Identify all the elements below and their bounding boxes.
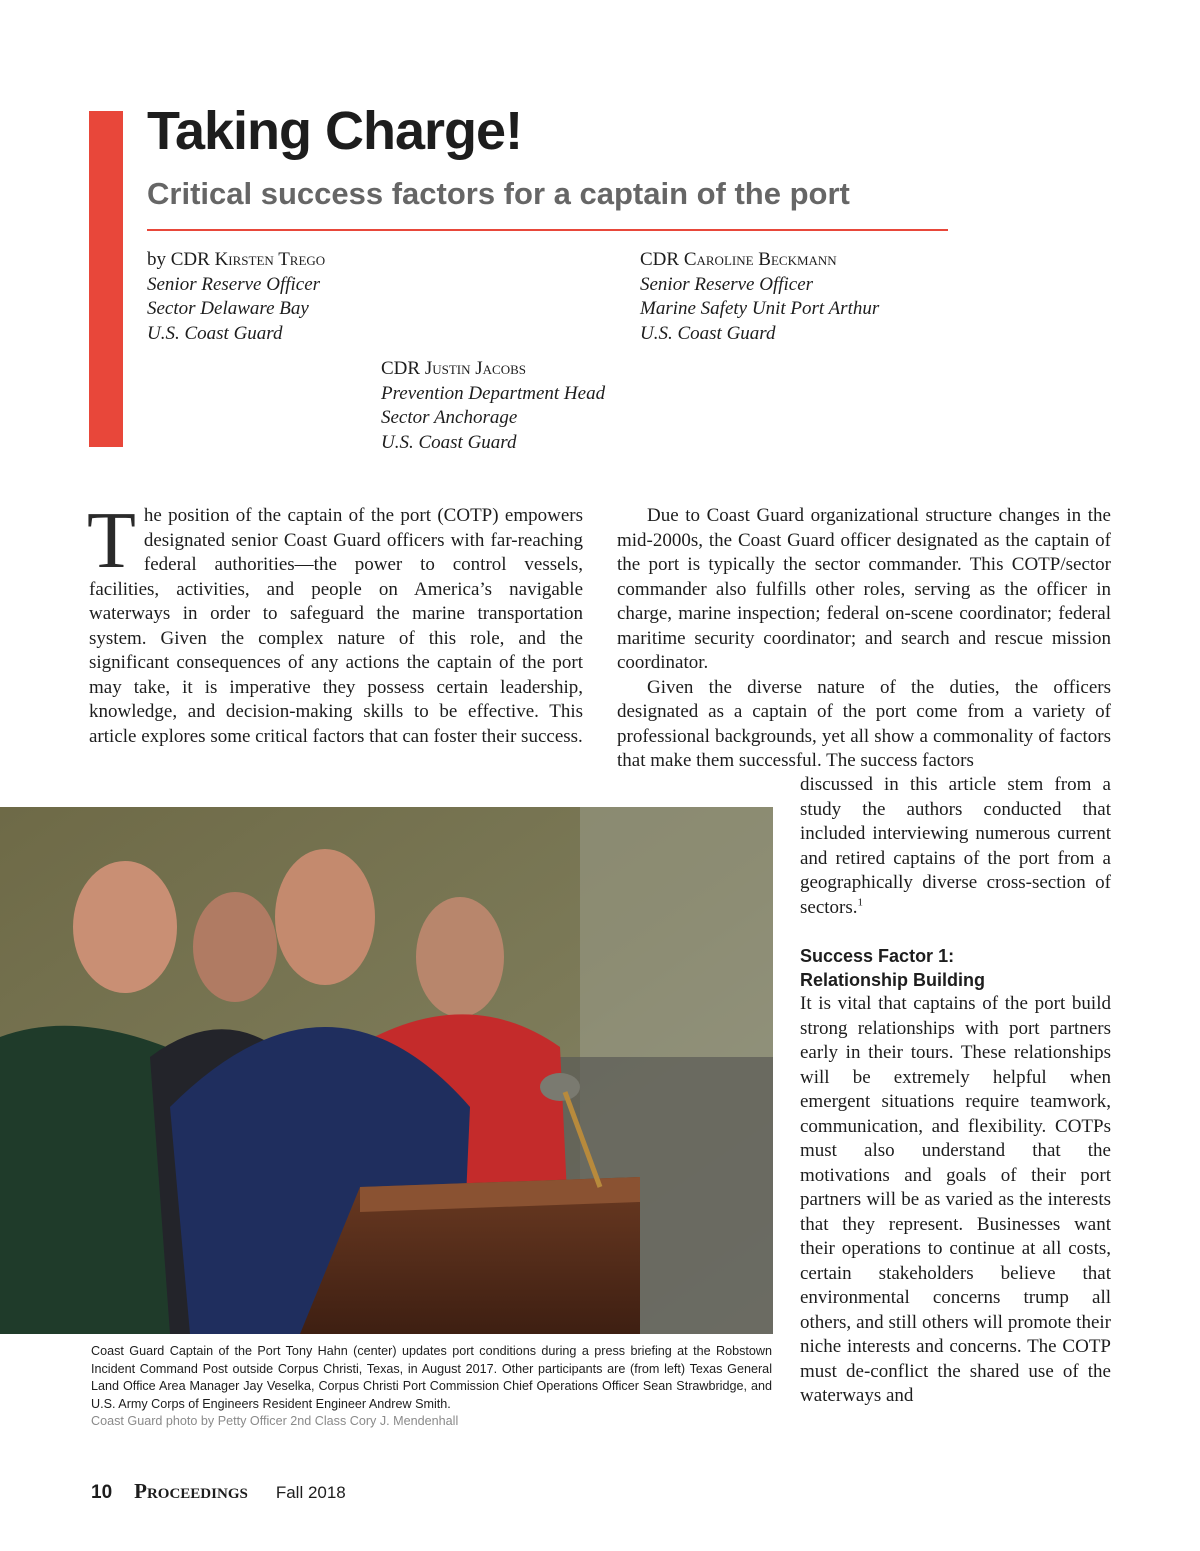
article-subtitle: Critical success factors for a captain of the port [147, 176, 850, 211]
section-heading: Relationship Building [800, 970, 985, 990]
press-briefing-photo [0, 807, 773, 1334]
author-byline [640, 248, 879, 346]
author-role: Senior Reserve Officer [640, 273, 814, 295]
issue-label: Fall 2018 [275, 1483, 346, 1502]
author-prefix: CDR [640, 249, 684, 270]
section-heading: Success Factor 1: [800, 946, 955, 966]
author-name: Justin Jacobs [424, 358, 526, 379]
title-rule [147, 229, 948, 231]
author-org: U.S. Coast Guard [381, 431, 517, 453]
body-paragraph: Due to Coast Guard organizational structure changes in the mid-2000s, the Coast Guard officer designated as the captain of the port is typically the sector commander. This COTP/sector commander also fulfills other roles, serving as the officer in charge, marine inspection; federal on-scene coordinator; federal maritime security coordinator; and search and rescue mission coordinator. [617, 505, 1111, 673]
body-column-right-narrow [800, 773, 1111, 1409]
author-byline [381, 357, 605, 455]
body-paragraph: Given the diverse nature of the duties, the officers designated as a captain of the port come from a variety of professional backgrounds, yet all show a commonality of factors that make them successful. The success factors [617, 676, 1111, 771]
caption-text: Coast Guard Captain of the Port Tony Hahn (center) updates port conditions during a press briefing at the Robstown Incident Command Post outside Corpus Christi, Texas, in August 2017. Other participants are (from left) Texas General Land Office Area Manager Jay Veselka, Corpus Christi Port Commission Chief Operations Officer Sean Strawbridge, and U.S. Army Corps of Engineers Resident Engineer Andrew Smith. [91, 1344, 772, 1411]
author-unit: Marine Safety Unit Port Arthur [640, 298, 880, 319]
drop-cap: T [87, 497, 136, 585]
author-org: U.S. Coast Guard [147, 322, 283, 344]
intro-paragraph: The position of the captain of the port (COTP) empowers designated senior Coast Guard officers with far-reaching federal authorities—the power to control vessels, facilities, activities, and people on America’s navigable waterways in order to safeguard the marine transportation system. Given the complex nature of this role, and the significant consequences of any actions the captain of the port may take, it is imperative they possess certain leadership, knowledge, and decision-making skills to be effective. This article explores some critical factors that can foster their success. [87, 497, 583, 747]
body-paragraph: It is vital that captains of the port build strong relationships with port partners early in their tours. These relationships will be extremely helpful when emergent situations require teamwork, communication, and flexibility. COTPs must also understand that the motivations and goals of their port partners will be as varied as the interests that they represent. Businesses want their operations to continue at all costs, certain stakeholders believe that environmental concerns trump all others, and still others will promote their niche interests and concerns. The COTP must de-conflict the shared use of the waterways and [800, 993, 1111, 1406]
author-org: U.S. Coast Guard [640, 322, 776, 344]
photo-credit: Coast Guard photo by Petty Officer 2nd Class Cory J. Mendenhall [91, 1414, 459, 1428]
body-column-right-top [617, 504, 1111, 774]
author-prefix: by CDR [147, 249, 215, 270]
section-spacer [800, 920, 1111, 944]
publication-name: Proceedings [134, 1479, 248, 1503]
accent-bar [89, 111, 123, 447]
photo-caption [91, 1343, 772, 1413]
body-column-left [87, 497, 583, 749]
author-prefix: CDR [381, 358, 425, 379]
page-number: 10 [91, 1482, 113, 1503]
article-title: Taking Charge! [147, 101, 523, 161]
author-name: Kirsten Trego [214, 249, 326, 270]
author-role: Prevention Department Head [381, 382, 606, 404]
author-name: Caroline Beckmann [683, 249, 837, 270]
body-paragraph: discussed in this article stem from a study the authors conducted that included interviewing numerous current and retired captains of the port from a geographically diverse cross-section of sectors.$^1$ [800, 774, 1111, 918]
author-role: Senior Reserve Officer [147, 273, 321, 295]
author-unit: Sector Delaware Bay [147, 298, 309, 319]
footnote-marker: 1 [857, 896, 864, 909]
author-unit: Sector Anchorage [381, 407, 518, 428]
photo-illustration [0, 807, 773, 1334]
page-footer [91, 1479, 346, 1504]
author-byline [147, 248, 325, 346]
